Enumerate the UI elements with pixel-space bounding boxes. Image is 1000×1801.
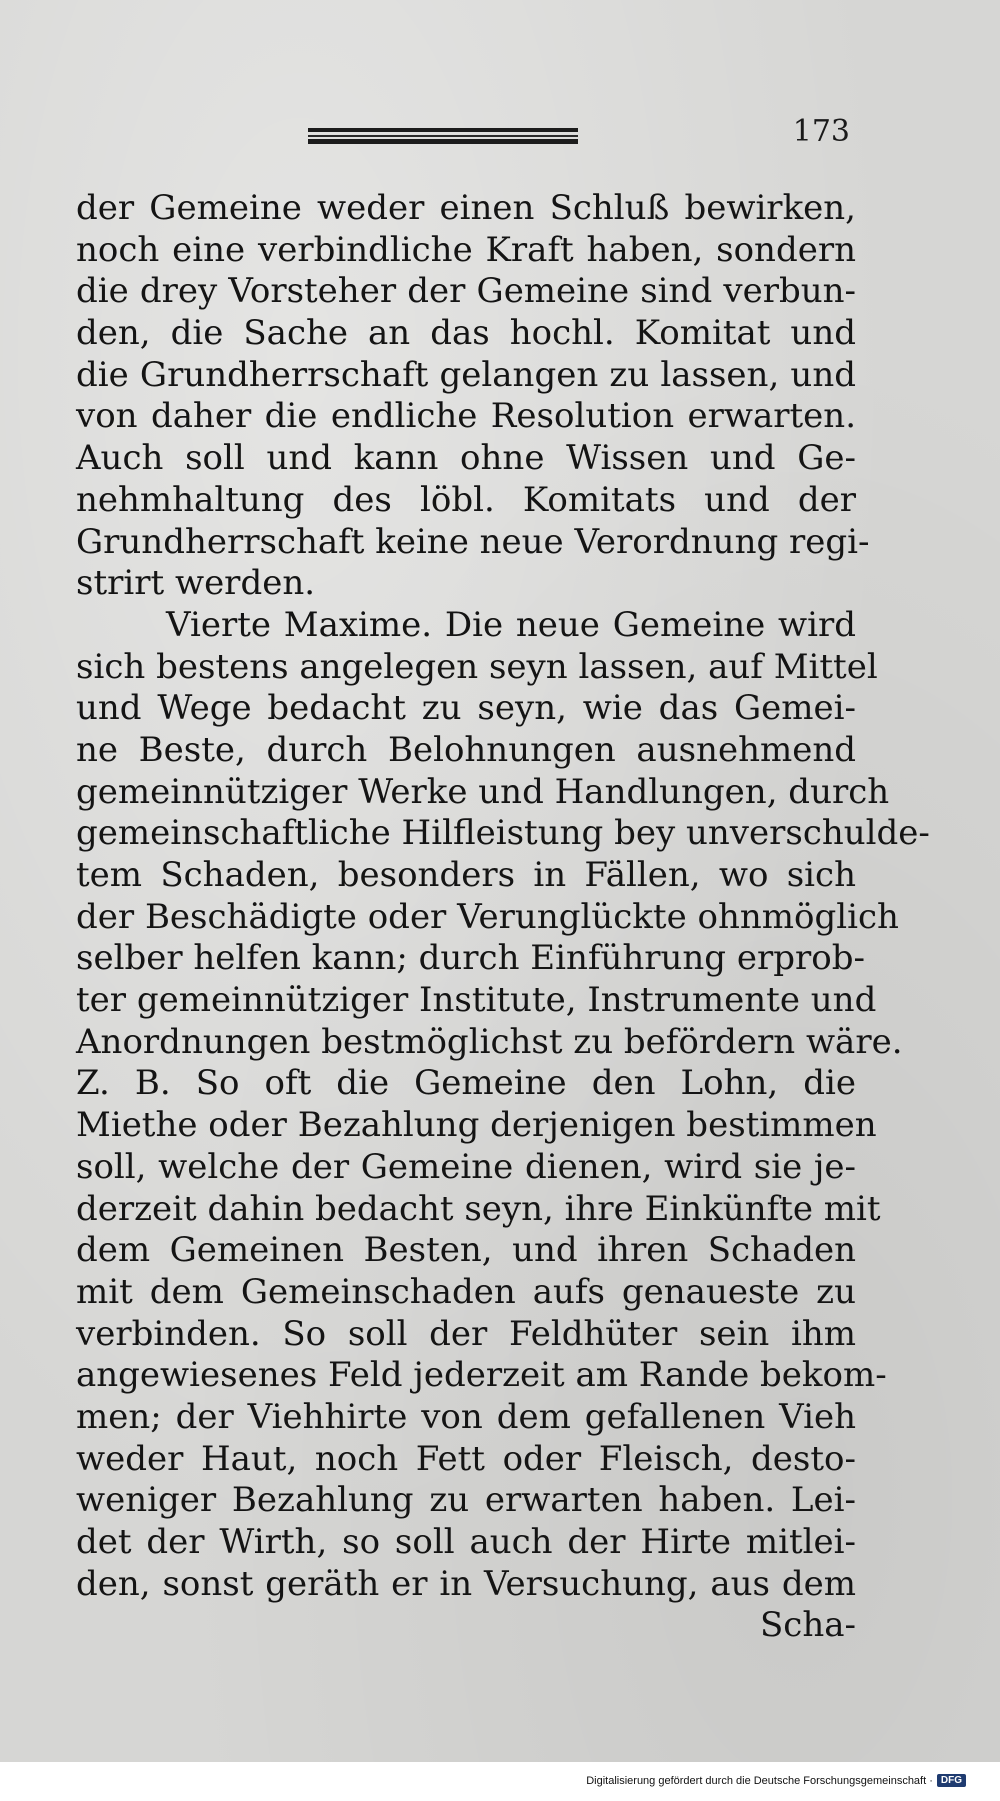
text-line: strirt werden.: [76, 563, 316, 604]
text-line: tem Schaden, besonders in Fällen, wo sich: [76, 855, 856, 895]
dfg-logo-icon: DFG: [937, 1774, 966, 1787]
text-line: mit dem Gemeinschaden aufs genaueste zu: [76, 1271, 856, 1312]
text-line: Vierte Maxime. Die neue Gemeine wird: [166, 604, 856, 645]
text-line: derzeit dahin bedacht seyn, ihre Einkünfte mit: [76, 1188, 881, 1229]
text-line: Miethe oder Bezahlung derjenigen bestimmen: [76, 1105, 877, 1146]
text-line: det der Wirth, so soll auch der Hirte mitlei-: [76, 1522, 856, 1562]
text-line: sich bestens angelegen seyn lassen, auf Mittel: [76, 646, 878, 687]
text-line: angewiesenes Feld jederzeit am Rande bekom-: [76, 1355, 887, 1396]
catchword: Scha-: [760, 1605, 856, 1646]
text-line: nehmhaltung des löbl. Komitats und der: [76, 479, 856, 520]
text-line: den, die Sache an das hochl. Komitat und: [76, 313, 856, 354]
text-line: der Gemeine weder einen Schluß bewirken,: [76, 188, 856, 228]
text-line: Anordnungen bestmöglichst zu befördern wäre.: [76, 1021, 903, 1062]
text-line: noch eine verbindliche Kraft haben, sondern: [76, 229, 856, 270]
text-line: von daher die endliche Resolution erwarten.: [76, 396, 856, 437]
text-line: der Beschädigte oder Verunglückte ohnmöglich: [76, 896, 899, 937]
text-line: weder Haut, noch Fett oder Fleisch, desto-: [76, 1438, 856, 1479]
text-line: ter gemeinnütziger Institute, Instrumente und: [76, 980, 877, 1021]
text-line: ne Beste, durch Belohnungen ausnehmend: [76, 729, 856, 770]
digitization-credit: [586, 1774, 966, 1787]
text-line: men; der Viehhirte von dem gefallenen Vieh: [76, 1396, 856, 1437]
text-line: gemeinschaftliche Hilfleistung bey unverschulde-: [76, 813, 930, 854]
text-line: Z. B. So oft die Gemeine den Lohn, die: [76, 1063, 856, 1104]
body-text: [76, 188, 930, 1647]
text-line: weniger Bezahlung zu erwarten haben. Lei-: [76, 1480, 856, 1521]
text-line: die drey Vorsteher der Gemeine sind verbun-: [76, 271, 856, 312]
text-line: gemeinnütziger Werke und Handlungen, durch: [76, 771, 890, 812]
text-line: Grundherrschaft keine neue Verordnung regi-: [76, 521, 870, 562]
text-line: soll, welche der Gemeine dienen, wird sie je-: [76, 1146, 856, 1187]
text-line: Auch soll und kann ohne Wissen und Ge-: [76, 438, 856, 479]
text-line: dem Gemeinen Besten, und ihren Schaden: [76, 1230, 856, 1271]
header-rule: [308, 128, 578, 144]
credit-text: Digitalisierung gefördert durch die Deutsche Forschungsgemeinschaft ·: [586, 1774, 933, 1787]
text-line: die Grundherrschaft gelangen zu lassen, und: [76, 354, 856, 395]
text-line: selber helfen kann; durch Einführung erprob-: [76, 938, 865, 979]
page-number: 173: [792, 114, 850, 149]
text-line: und Wege bedacht zu seyn, wie das Gemei-: [76, 688, 856, 729]
text-line: den, sonst geräth er in Versuchung, aus dem: [76, 1563, 856, 1604]
text-line: verbinden. So soll der Feldhüter sein ihm: [76, 1313, 856, 1354]
